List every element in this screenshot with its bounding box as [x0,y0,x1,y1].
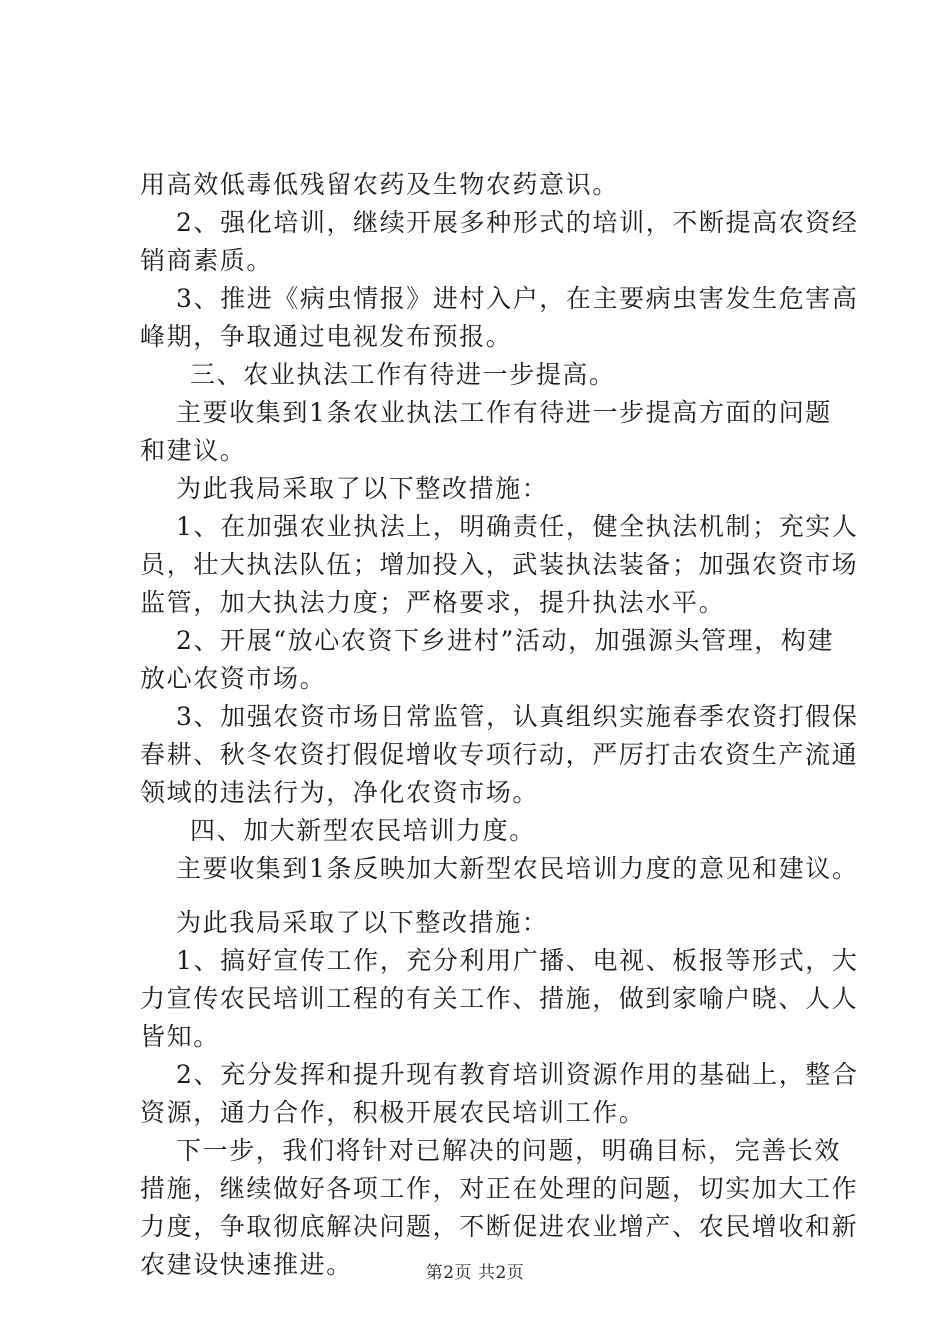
text-line: 峰期，争取通过电视发布预报。 [140,322,513,351]
text-line: 2、充分发挥和提升现有教育培训资源作用的基础上，整合 [176,1060,859,1089]
text-line: 放心农资市场。 [140,664,327,693]
text-line: 春耕、秋冬农资打假促增收专项行动，严厉打击农资生产流通 [140,740,859,769]
page-number-footer: 第2页 共2页 [425,1263,525,1283]
text-line: 下一步，我们将针对已解决的问题，明确目标，完善长效 [176,1136,842,1165]
text-line: 员，壮大执法队伍；增加投入，武装执法装备；加强农资市场 [140,550,859,579]
text-line: 2、开展“放心农资下乡进村”活动，加强源头管理，构建 [176,626,835,655]
text-line: 措施，继续做好各项工作，对正在处理的问题，切实加大工作 [140,1174,859,1203]
text-line: 领域的违法行为，净化农资市场。 [140,778,540,807]
text-line: 和建议。 [140,436,247,465]
text-line: 监管，加大执法力度；严格要求，提升执法水平。 [140,588,726,617]
text-line: 主要收集到1条农业执法工作有待进一步提高方面的问题 [176,398,832,427]
paragraph-gap [140,888,840,904]
text-line: 为此我局采取了以下整改措施： [176,474,549,503]
text-line: 用高效低毒低残留农药及生物农药意识。 [140,170,619,199]
section-heading: 三、农业执法工作有待进一步提高。 [190,360,616,389]
text-line: 力宣传农民培训工程的有关工作、措施，做到家喻户晓、人人 [140,984,859,1013]
text-line: 力度，争取彻底解决问题，不断促进农业增产、农民增收和新 [140,1212,859,1241]
text-line: 1、在加强农业执法上，明确责任，健全执法机制；充实人 [176,512,859,541]
text-line: 农建设快速推进。 [140,1250,353,1279]
text-line: 1、搞好宣传工作，充分利用广播、电视、板报等形式，大 [176,946,859,975]
text-line: 主要收集到1条反映加大新型农民培训力度的意见和建议。 [176,854,859,883]
section-heading: 四、加大新型农民培训力度。 [190,816,536,845]
text-line: 皆知。 [140,1022,220,1051]
text-line: 3、推进《病虫情报》进村入户，在主要病虫害发生危害高 [176,284,859,313]
text-line: 为此我局采取了以下整改措施： [176,908,549,937]
text-line: 3、加强农资市场日常监管，认真组织实施春季农资打假保 [176,702,859,731]
text-line: 2、强化培训，继续开展多种形式的培训，不断提高农资经 [176,208,859,237]
text-line: 资源，通力合作，积极开展农民培训工作。 [140,1098,646,1127]
document-body [140,166,859,1284]
text-line: 销商素质。 [140,246,274,275]
